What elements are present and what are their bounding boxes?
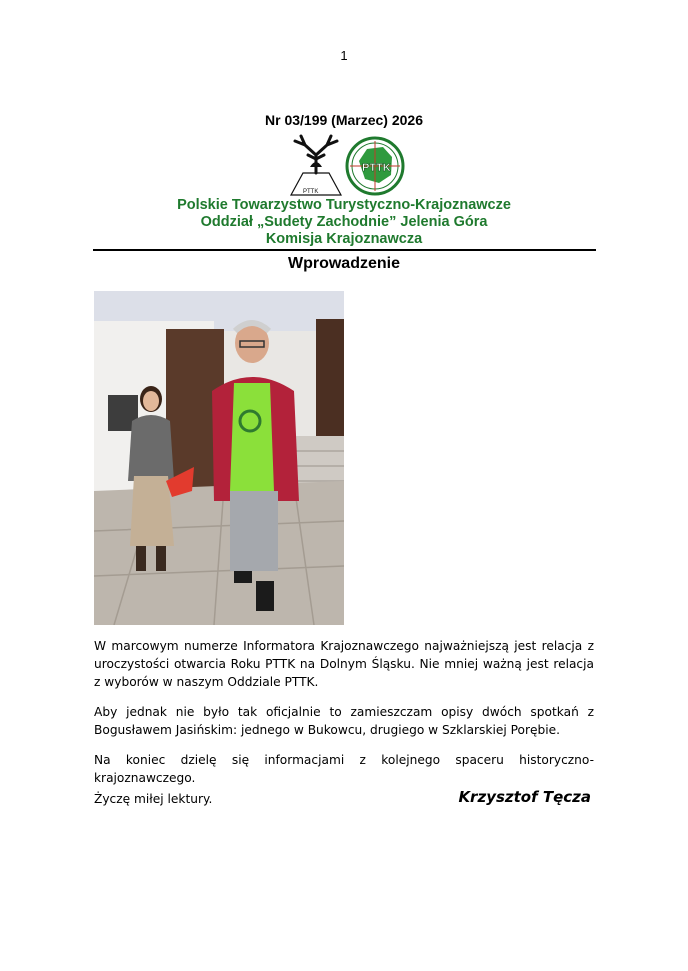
introduction-text: [94, 637, 594, 799]
svg-text:PTTK: PTTK: [362, 162, 391, 174]
event-photo: [94, 291, 344, 625]
page-number: 1: [340, 48, 348, 63]
issue-number: Nr 03/199 (Marzec) 2026: [265, 112, 423, 128]
header-divider: [93, 249, 596, 251]
svg-text:PTTK: PTTK: [303, 189, 319, 195]
logos-graphic: [287, 133, 407, 197]
photo-graphic: [94, 291, 344, 625]
organization-branch: Oddział „Sudety Zachodnie” Jelenia Góra: [200, 214, 488, 230]
paragraph: Aby jednak nie było tak oficjalnie to zamieszczam opisy dwóch spotkań z Bogusławem Jasińskim: jednego w Bukowcu, drugiego w Szklarskiej Porębie.: [94, 705, 594, 737]
organization-header: [0, 197, 688, 248]
closing-line: [94, 788, 594, 812]
paragraph: W marcowym numerze Informatora Krajoznawczego najważniejszą jest relacja z uroczystości otwarcia Roku PTTK na Dolnym Śląsku. Nie mniej ważną jest relacja z wyborów w naszym Oddziale PTTK.: [94, 639, 594, 689]
header-logos: [287, 133, 407, 197]
deer-antlers-logo: [291, 136, 341, 195]
section-title: Wprowadzenie: [287, 255, 400, 272]
greeting: Życzę miłej lektury.: [94, 792, 213, 806]
organization-commission: Komisja Krajoznawcza: [265, 231, 423, 247]
paragraph: Na koniec dzielę się informacjami z kolejnego spaceru historyczno-krajoznawczego.: [94, 753, 594, 785]
pttk-emblem: [347, 138, 403, 194]
author-signature: Krzysztof Tęcza: [458, 788, 591, 806]
organization-name: Polskie Towarzystwo Turystyczno-Krajoznawcze: [177, 197, 511, 213]
